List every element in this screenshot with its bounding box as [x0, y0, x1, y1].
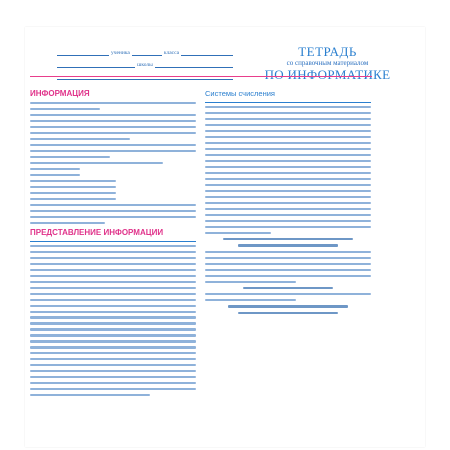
school-trailing-line[interactable]: [155, 62, 233, 68]
representation-underline: [30, 241, 196, 242]
right-column: [205, 89, 371, 318]
pupil-label: ученика: [110, 50, 130, 56]
left-column: [30, 89, 196, 400]
number-systems-text-block: [205, 106, 371, 234]
pupil-field-row: [55, 50, 235, 56]
number-systems-underline: [205, 102, 371, 103]
decimal-text-block: [205, 293, 371, 301]
radix-text-block: [205, 251, 371, 283]
class-trailing-line[interactable]: [181, 50, 233, 56]
owner-fields: [55, 50, 235, 86]
formula-expansion-2: [205, 244, 371, 247]
formula-short: [205, 287, 371, 290]
extra-field-row: [55, 74, 235, 80]
title-subject: ПО ИНФОРМАТИКЕ: [264, 67, 391, 82]
formula-decimal-2: [205, 312, 371, 315]
school-field-row: [55, 62, 235, 68]
class-label: класса: [163, 50, 180, 56]
school-label: школы: [137, 62, 153, 68]
section-heading-representation: ПРЕДСТАВЛЕНИЕ ИНФОРМАЦИИ: [30, 227, 164, 237]
representation-text-block: [30, 245, 196, 397]
class-number-line[interactable]: [132, 50, 162, 56]
formula-decimal-1: [205, 305, 371, 308]
units-table: [30, 174, 196, 200]
section-heading-information: ИНФОРМАЦИЯ: [30, 89, 90, 98]
section-heading-number-systems: Системы счисления: [205, 89, 275, 98]
school-number-line[interactable]: [57, 62, 135, 68]
notebook-cover: [25, 27, 425, 447]
information-text-block: [30, 102, 196, 170]
formula-expansion-1: [205, 238, 371, 241]
pupil-name-line[interactable]: [57, 50, 109, 56]
extra-line[interactable]: [57, 74, 233, 80]
transfer-rate-text: [30, 204, 196, 224]
header-divider: [30, 76, 372, 77]
title-subtitle: со справочным материалом: [286, 59, 369, 67]
title-notebook: ТЕТРАДЬ: [298, 44, 357, 59]
